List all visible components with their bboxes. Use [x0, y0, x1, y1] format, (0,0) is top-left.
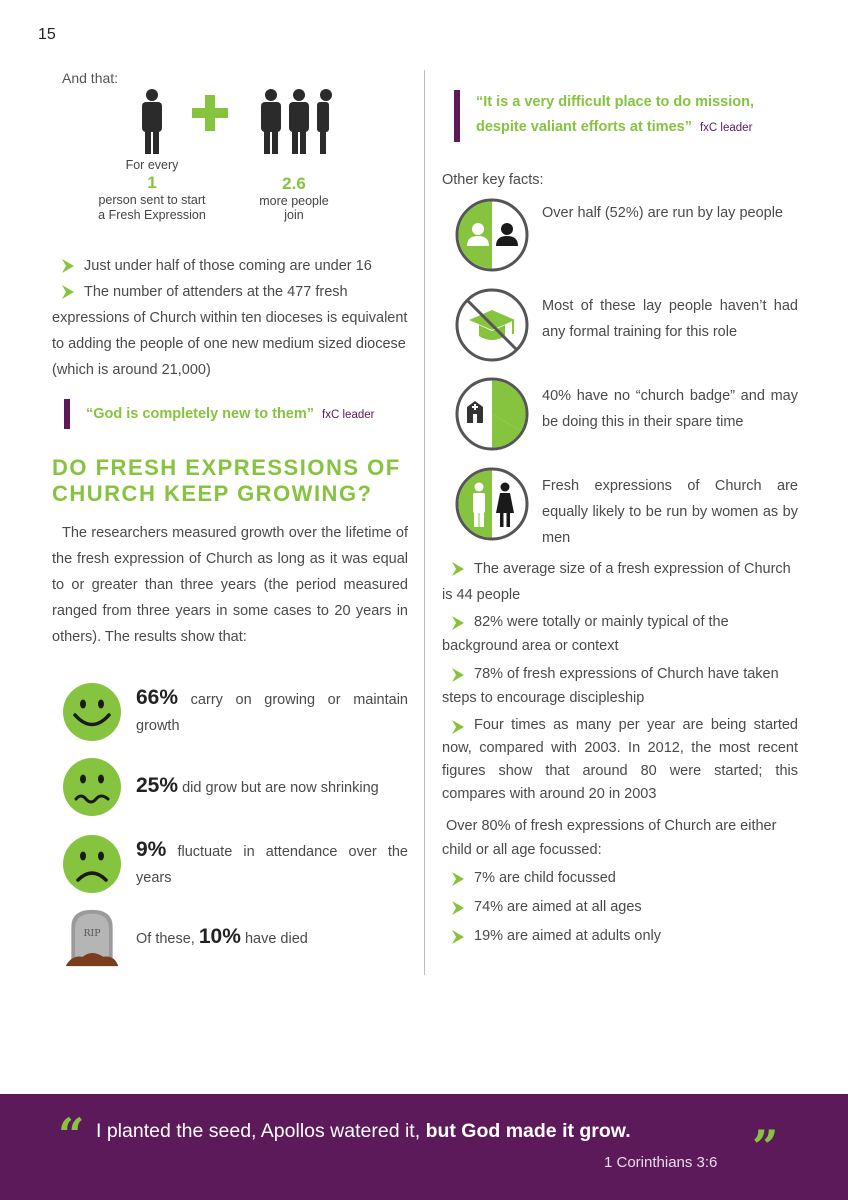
chevron-bullet-icon	[62, 259, 74, 273]
focus-bullets	[442, 864, 798, 951]
more-people-caption	[252, 174, 336, 222]
fact-row	[455, 467, 800, 546]
chevron-bullet-icon	[452, 901, 464, 915]
list-item: 7% are child focussed	[442, 864, 798, 893]
chevron-bullet-icon	[452, 720, 464, 734]
chevron-bullet-icon	[452, 872, 464, 886]
stat-text: fluctuate in attendance over the years	[136, 844, 409, 886]
quote-text: “God is completely new to them”	[86, 405, 315, 422]
lay-people-icon	[455, 198, 529, 272]
quote-bar	[454, 90, 460, 142]
quote-line-2: despite valiant efforts at times”	[476, 119, 692, 135]
quote-source: fxC leader	[699, 122, 753, 134]
happy-face-icon	[62, 682, 122, 742]
sad-face-icon	[62, 834, 122, 894]
men-women-icon	[455, 467, 529, 541]
stat-text: have died	[244, 931, 308, 947]
group-icon	[261, 89, 332, 154]
list-item: 78% of fresh expressions of Church have taken steps to encourage discipleship	[442, 666, 779, 706]
right-quote	[454, 90, 754, 142]
stat-text: carry on growing or maintain growth	[136, 692, 409, 734]
focus-intro: Over 80% of fresh expressions of Church are either child or all age focussed:	[442, 818, 777, 858]
list-item: 82% were totally or mainly typical of the background area or context	[442, 614, 729, 654]
worried-face-icon	[62, 757, 122, 817]
fact-text: Most of these lay people haven’t had any formal training for this role	[542, 298, 798, 340]
other-facts-label: Other key facts:	[442, 172, 544, 188]
every-label: For every	[125, 158, 179, 172]
chevron-bullet-icon	[452, 616, 464, 630]
stat-text: did grow but are now shrinking	[182, 780, 379, 796]
quote-bar	[64, 399, 70, 429]
stat-value: 25%	[136, 774, 179, 797]
list-item: Just under half of those coming are under 16	[52, 253, 408, 279]
stat-row	[62, 757, 408, 817]
fact-row	[455, 288, 800, 362]
chevron-bullet-icon	[452, 930, 464, 944]
person-icon	[142, 89, 162, 154]
stat-row	[62, 834, 408, 894]
intro-text: And that:	[62, 70, 119, 86]
left-bullets	[52, 253, 408, 383]
gravestone-icon	[62, 908, 122, 968]
stat-value: 66%	[136, 686, 179, 709]
stat-value: 9%	[136, 838, 167, 861]
chevron-bullet-icon	[452, 562, 464, 576]
right-bullets	[442, 556, 798, 806]
stat-row	[62, 908, 408, 968]
chevron-bullet-icon	[452, 668, 464, 682]
left-quote	[64, 399, 374, 429]
fact-text: 40% have no “church badge” and may be doing this in their spare time	[542, 388, 798, 430]
no-training-icon	[455, 288, 529, 362]
close-quote-icon: ”	[752, 1120, 779, 1174]
stat-row	[62, 682, 408, 742]
fact-text: Fresh expressions of Church are equally likely to be run by women as by men	[542, 478, 798, 546]
two-caption: more people join	[259, 194, 329, 222]
list-item: The number of attenders at the 477 fresh expressions of Church within ten dioceses is equivalent to adding the people of one new medium sized diocese (which is around 21,000)	[52, 284, 408, 378]
footer-banner	[0, 1094, 848, 1200]
list-item: Four times as many per year are being started now, compared with 2003. In 2012, the most recent figures show that around 80 were started; this compares with around 20 in 2003	[442, 717, 798, 802]
plus-icon	[192, 95, 228, 131]
fact-row	[455, 198, 800, 272]
fact-text: Over half (52%) are run by lay people	[542, 205, 783, 221]
column-divider	[424, 70, 425, 975]
church-badge-icon	[455, 377, 529, 451]
page-number: 15	[38, 26, 56, 43]
open-quote-icon: “	[58, 1108, 85, 1162]
stat-prefix: Of these,	[136, 931, 195, 947]
chevron-bullet-icon	[62, 285, 74, 299]
footer-quote-plain: I planted the seed, Apollos watered it,	[96, 1120, 421, 1142]
one-caption: person sent to start a Fresh Expression	[98, 193, 206, 222]
fact-row	[455, 377, 800, 451]
quote-line-1: “It is a very difficult place to do mission,	[476, 94, 754, 110]
list-item: 74% are aimed at all ages	[442, 893, 798, 922]
stat-value: 10%	[198, 925, 241, 948]
footer-quote	[96, 1120, 631, 1143]
every-one-caption	[96, 158, 208, 223]
footer-quote-bold: but God made it grow.	[425, 1120, 631, 1142]
body-paragraph: The researchers measured growth over the lifetime of the fresh expression of Church as long as it was equal to or greater than three years (the period measured ranged from three years in some cases to 20 years in others). The results show that:	[52, 525, 408, 645]
quote-source: fxC leader	[322, 408, 375, 421]
one-value: 1	[147, 173, 157, 192]
section-heading: DO FRESH EXPRESSIONS OF CHURCH KEEP GROWING?	[52, 455, 401, 506]
svg-text:RIP: RIP	[83, 928, 101, 940]
footer-reference: 1 Corinthians 3:6	[604, 1154, 718, 1171]
list-item: 19% are aimed at adults only	[442, 922, 798, 951]
two-value: 2.6	[282, 174, 306, 193]
list-item: The average size of a fresh expression of Church is 44 people	[442, 561, 791, 603]
